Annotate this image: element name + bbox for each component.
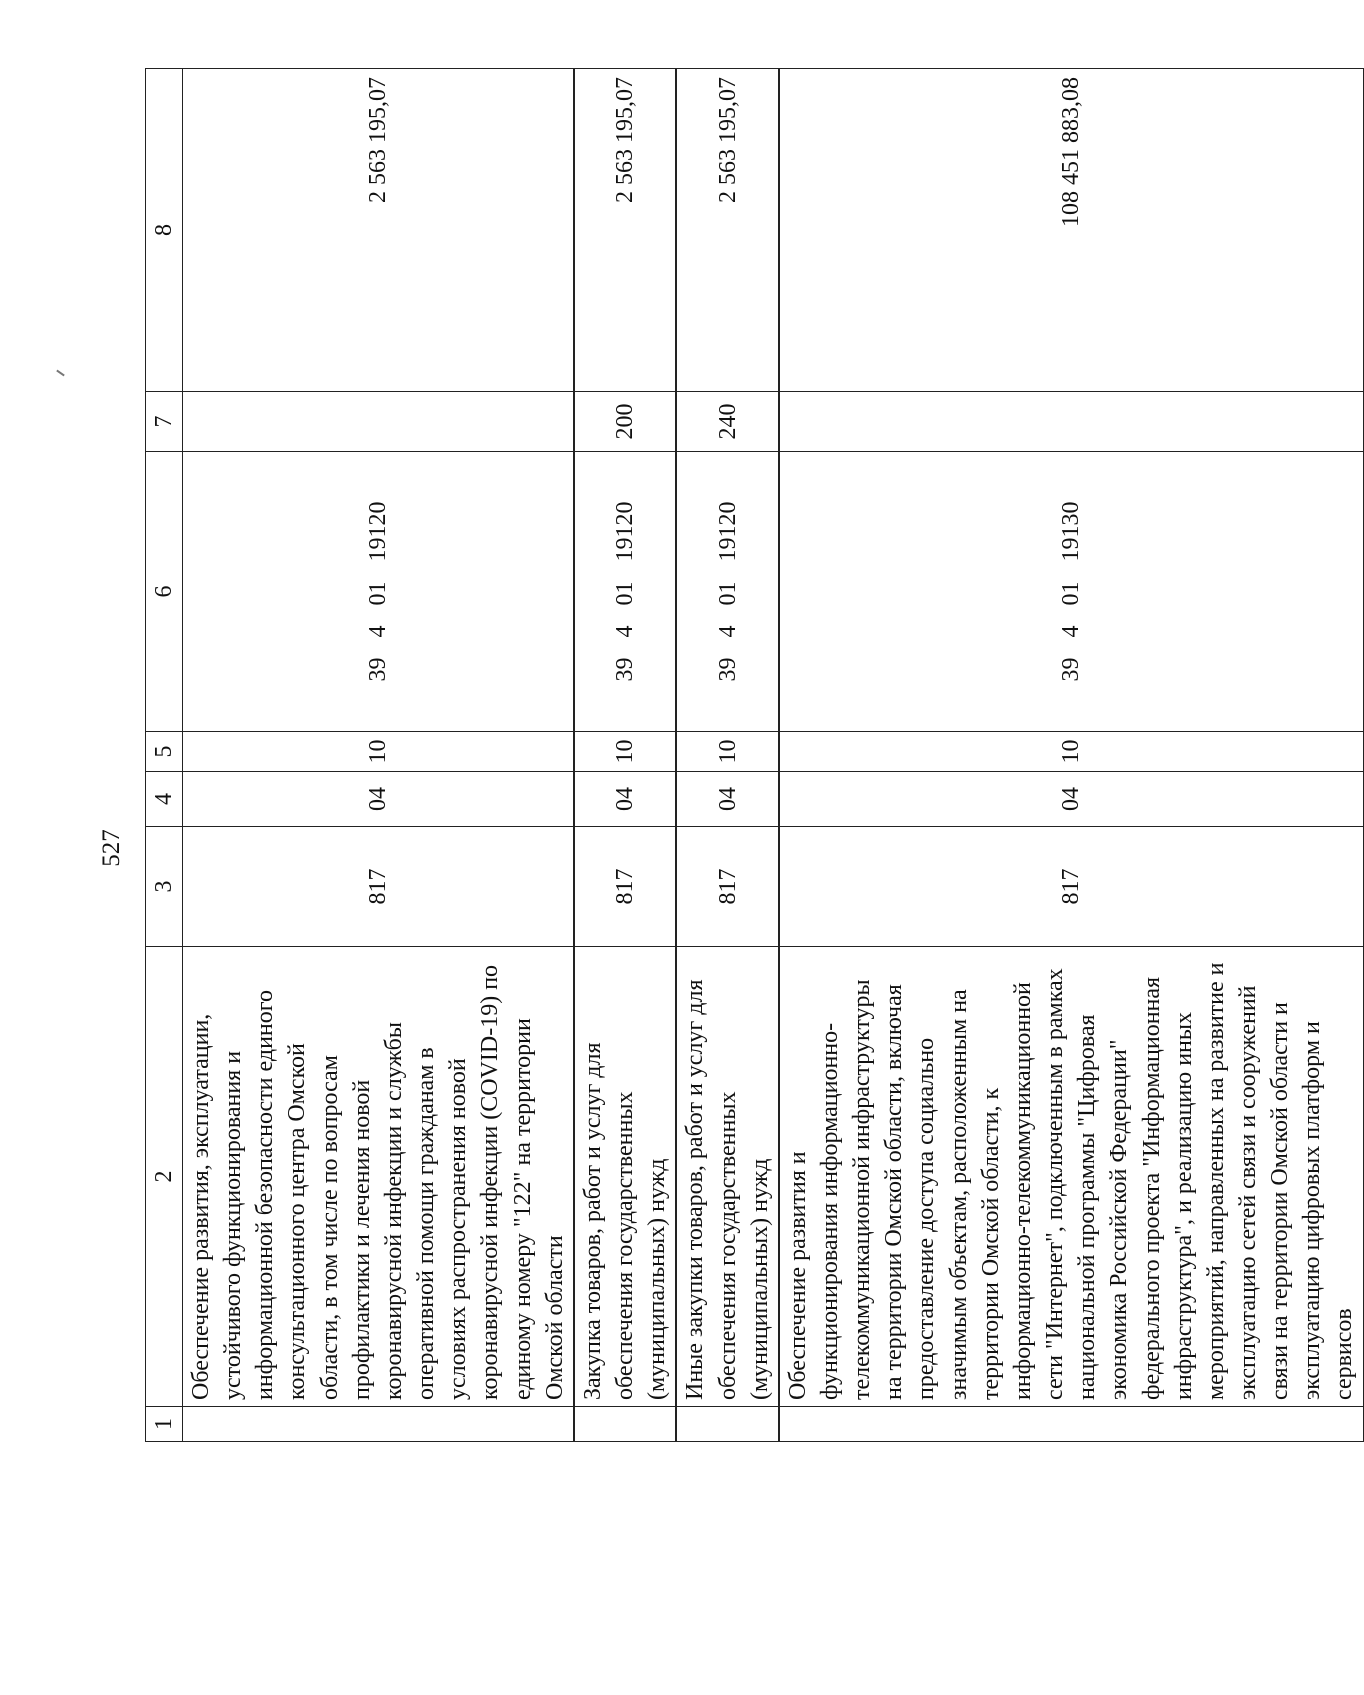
table-row	[183, 69, 574, 1442]
row-4-col-4: 04	[779, 772, 1363, 827]
table-row	[574, 69, 676, 1442]
header-cell-3: 3	[146, 827, 183, 947]
table-row	[779, 69, 1363, 1442]
table-wrapper	[145, 69, 1358, 1442]
row-1-col-4: 04	[183, 772, 574, 827]
header-cell-7: 7	[146, 392, 183, 452]
row-3-col-4: 04	[676, 772, 778, 827]
row-4-amount: 108 451 883,08	[779, 69, 1363, 392]
row-1-col-3: 817	[183, 827, 574, 947]
row-4-col-3: 817	[779, 827, 1363, 947]
row-2-col-3: 817	[574, 827, 676, 947]
header-cell-4: 4	[146, 772, 183, 827]
header-row	[146, 69, 183, 1442]
header-cell-1: 1	[146, 1407, 183, 1442]
row-2-amount: 2 563 195,07	[574, 69, 676, 392]
header-cell-2: 2	[146, 947, 183, 1407]
row-1-col-5: 10	[183, 732, 574, 772]
row-1-col-7	[183, 392, 574, 452]
row-2-col-6: 39 4 01 19120	[574, 452, 676, 732]
row-2-col-5: 10	[574, 732, 676, 772]
row-1-description: Обеспечение развития, эксплуатации, устойчивого функционирования и информационной безопасности единого консультационного центра Омской области, в том числе по вопросам профилактики и лечения новой коронавирусной инфекции и службы оперативной помощи гражданам в условиях распространения новой коронавирусной инфекции (COVID-19) по единому номеру "122" на территории Омской области	[183, 947, 574, 1407]
row-1-col-6: 39 4 01 19120	[183, 452, 574, 732]
row-2-col-7: 200	[574, 392, 676, 452]
row-2-col-4: 04	[574, 772, 676, 827]
row-4-col-1	[779, 1407, 1363, 1442]
page-number: 527	[98, 829, 125, 867]
header-cell-5: 5	[146, 732, 183, 772]
row-3-description: Иные закупки товаров, работ и услуг для обеспечения государственных (муниципальных) нужд	[676, 947, 778, 1407]
budget-table	[145, 68, 1364, 1442]
row-3-amount: 2 563 195,07	[676, 69, 778, 392]
header-cell-8: 8	[146, 69, 183, 392]
row-2-col-1	[574, 1407, 676, 1442]
row-4-description: Обеспечение развития и функционирования информационно-телекоммуникационной инфраструктуры на территории Омской области, включая предоставление доступа социально значимым объектам, расположенным на территории Омской области, к информационно-телекоммуникационной сети "Интернет", подключенным в рамках национальной программы "Цифровая экономика Российской Федерации" федерального проекта "Информационная инфраструктура", и реализацию иных мероприятий, направленных на развитие и эксплуатацию сетей связи и сооружений связи на территории Омской области и эксплуатацию цифровых платформ и сервисов	[779, 947, 1363, 1407]
header-cell-6: 6	[146, 452, 183, 732]
row-3-col-7: 240	[676, 392, 778, 452]
row-2-description: Закупка товаров, работ и услуг для обеспечения государственных (муниципальных) нужд	[574, 947, 676, 1407]
row-4-col-7	[779, 392, 1363, 452]
row-3-col-6: 39 4 01 19120	[676, 452, 778, 732]
table-row	[676, 69, 778, 1442]
row-1-amount: 2 563 195,07	[183, 69, 574, 392]
row-3-col-3: 817	[676, 827, 778, 947]
row-4-col-6: 39 4 01 19130	[779, 452, 1363, 732]
scan-mark	[56, 370, 65, 377]
row-3-col-1	[676, 1407, 778, 1442]
rotated-table-frame	[145, 69, 1358, 1442]
row-3-col-5: 10	[676, 732, 778, 772]
row-4-col-5: 10	[779, 732, 1363, 772]
row-1-col-1	[183, 1407, 574, 1442]
